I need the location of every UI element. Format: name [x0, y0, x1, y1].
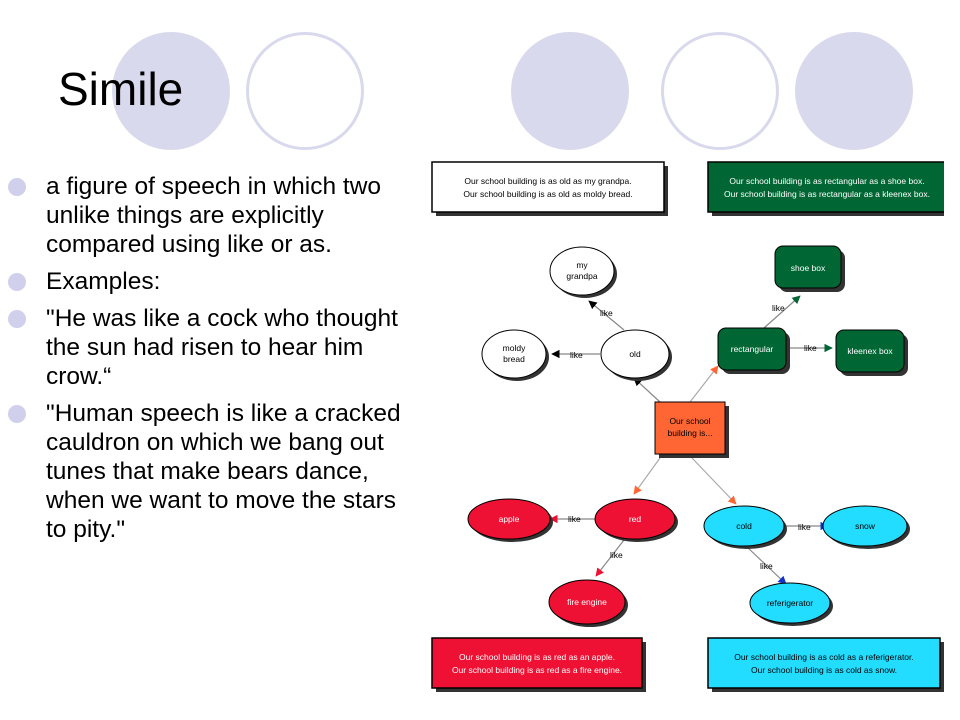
bullet-item [0, 304, 420, 391]
node-label: referigerator [766, 598, 814, 608]
caption-line: Our school building is as cold as a referigerator. [734, 652, 914, 662]
decorative-circle [795, 32, 913, 150]
node-label: moldy [502, 343, 526, 353]
caption-line: Our school building is as red as an apple. [459, 652, 615, 662]
link-label: like [570, 350, 583, 360]
node-label: shoe box [790, 263, 826, 273]
node-label: my [576, 260, 588, 270]
bullet-icon [8, 178, 26, 196]
bullet-item [0, 399, 420, 544]
decorative-ring [661, 32, 779, 150]
node-referigerator [750, 583, 833, 626]
node-old [601, 330, 672, 381]
node-label: building is... [667, 428, 713, 438]
link-label: like [798, 522, 811, 532]
node-label: rectangular [730, 344, 774, 354]
bullet-icon [8, 405, 26, 423]
caption-line: Our school building is as old as moldy bread. [463, 189, 633, 199]
node-red [595, 499, 678, 542]
caption-box-old [432, 162, 668, 216]
node-fire-engine [549, 580, 628, 627]
center-node [655, 402, 729, 458]
node-kleenex-box [836, 330, 908, 376]
node-shoe-box [775, 246, 845, 292]
node-apple [468, 499, 553, 542]
caption-line: Our school building is as red as a fire engine. [451, 665, 623, 675]
node-cold [704, 506, 787, 549]
bullet-text: "He was like a cock who thought the sun had risen to hear him crow.“ [46, 305, 398, 390]
decorative-ring [246, 32, 364, 150]
node-rectangular [718, 328, 790, 374]
node-label: apple [498, 514, 520, 524]
bullet-icon [8, 310, 26, 328]
caption-line: Our school building is as rectangular as a shoe box. [729, 176, 925, 186]
node-label: bread [503, 354, 525, 364]
node-label: snow [855, 521, 875, 531]
bullet-text: a figure of speech in which two unlike things are explicitly compared using like or as. [46, 173, 382, 258]
node-label: fire engine [567, 597, 607, 607]
link-label: like [610, 550, 623, 560]
link-label: like [772, 303, 785, 313]
link-label: like [804, 343, 817, 353]
bullet-item [0, 267, 420, 296]
bullet-text: "Human speech is like a cracked cauldron on which we bang out tunes that make bears dance, when we want to move the stars to pity." [46, 400, 401, 543]
node-label: cold [736, 521, 752, 531]
caption-line: Our school building is as cold as snow. [751, 665, 897, 675]
link-label: like [760, 561, 773, 571]
caption-box-rectangular [708, 162, 944, 216]
bullet-item [0, 172, 420, 259]
decorative-circle [511, 32, 629, 150]
link-label: like [568, 514, 581, 524]
slide-title: Simile [58, 63, 184, 115]
node-snow [823, 506, 910, 549]
bullet-list [0, 172, 420, 552]
node-moldy-bread [482, 330, 549, 381]
node-label: Our school [669, 416, 711, 426]
caption-line: Our school building is as old as my grandpa. [464, 176, 632, 186]
caption-box-red [432, 638, 646, 692]
node-label: kleenex box [847, 346, 893, 356]
bullet-text: Examples: [46, 268, 161, 295]
node-label: red [628, 514, 642, 524]
bullet-icon [8, 273, 26, 291]
caption-line: Our school building is as rectangular as a kleenex box. [723, 189, 931, 199]
node-label: old [629, 349, 641, 359]
node-grandpa [550, 247, 617, 298]
link-label: like [600, 308, 613, 318]
caption-box-cold [708, 638, 944, 692]
node-label: grandpa [566, 271, 598, 281]
concept-map-diagram [424, 156, 944, 696]
